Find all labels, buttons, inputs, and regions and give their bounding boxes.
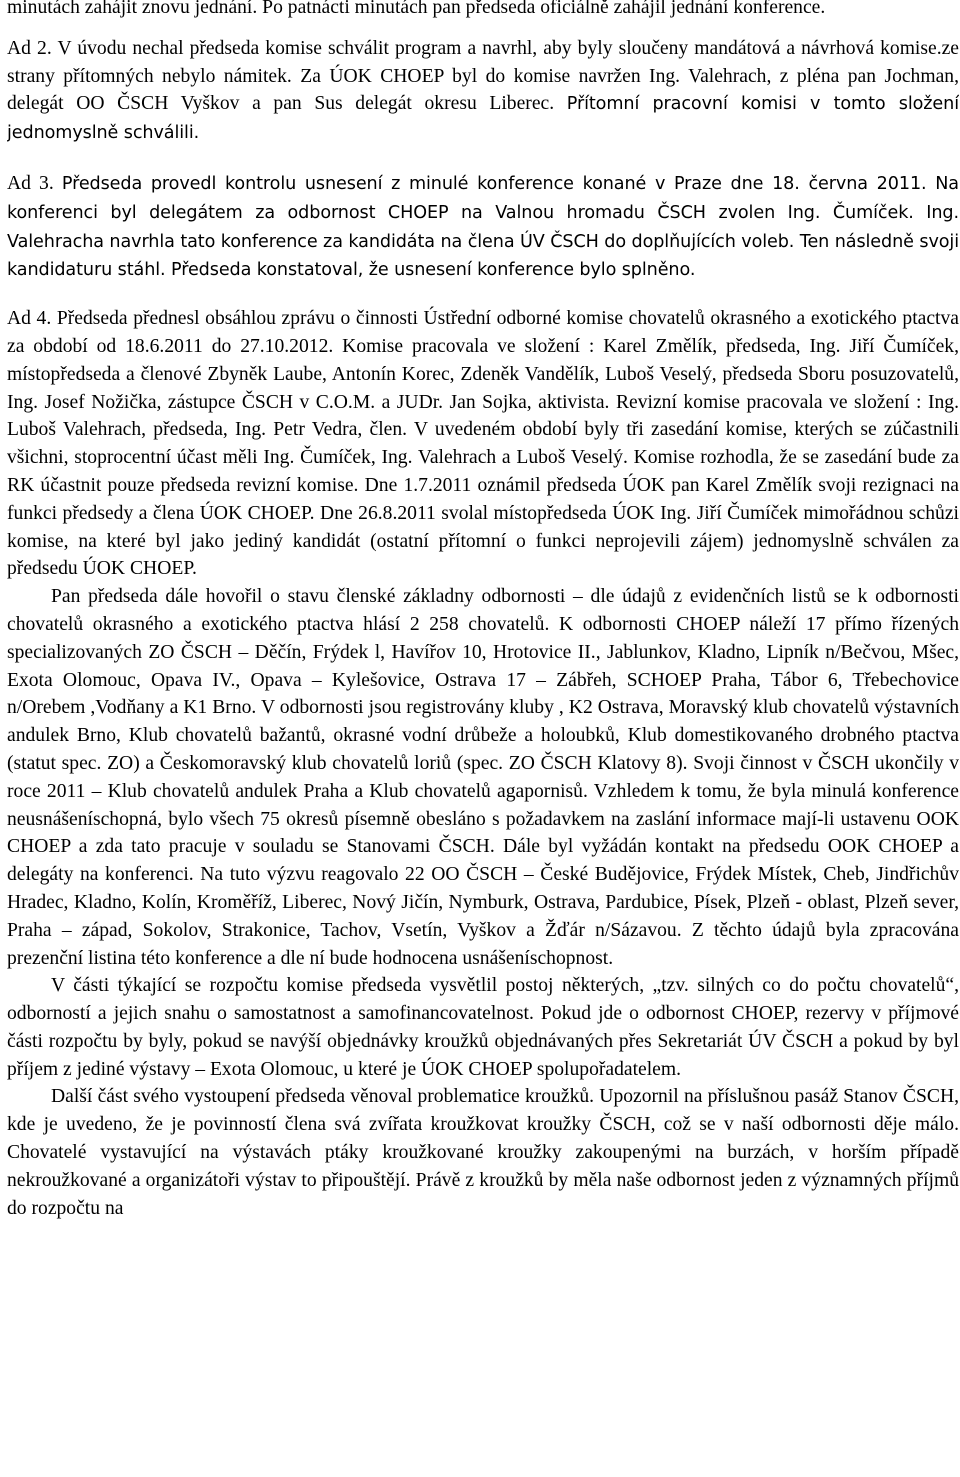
text-run: minutách zahájit znovu jednání. Po patnácti minutách pan předseda oficiálně zahájil jednání konference.: [7, 0, 826, 18]
text-run-sans: Na konferenci byl delegátem za odbornost CHOEP na Valnou hromadu ČSCH zvolen Ing. Čumíček. Ing. Valehracha navrhla tato konference za kandidáta na člena ÚV ČSCH do doplňujících voleb. Ten následně svoji kandidaturu stáhl. Předseda konstatoval, že usnesení konference bylo splněno.: [7, 173, 959, 281]
text-run-sans: Přítomní pracovní komisi v tomto složení jednomyslně schválili.: [7, 94, 959, 144]
text-run: Pan předseda dále hovořil o stavu členské základny odbornosti – dle údajů z evidenčních listů se k odbornosti chovatelů okrasného a exotického ptactva hlásí 2 258 chovatelů. K odbornosti CHOEP náleží 17 přímo řízených specializovaných ZO ČSCH – Děčín, Frýdek l, Havířov 10, Hrotovice II., Jablunkov, Kladno, Lipník n/Bečvou, Mšec, Exota Olomouc, Opava IV., Opava – Kylešovice, Ostrava 17 – Zábřeh, SCHOEP Praha, Tábor 6, Třebechovice n/Orebem ,Vodňany a K1 Brno. V odbornosti jsou registrovány kluby , K2 Ostrava, Moravský klub chovatelů výstavních andulek Brno, Klub chovatelů bažantů, okrasné vodní drůbeže a holoubků, Klub domestikovaného drobného ptactva (statut spec. ZO) a Českomoravský klub chovatelů loriů (spec. ZO ČSCH Klatovy 8). Svoji činnost v ČSCH ukončily v roce 2011 – Klub chovatelů andulek Praha a Klub chovatelů agapornisů. Vzhledem k tomu, že byla minulá konference neusnášeníschopná, bylo všech 75 okresů písemně obesláno s požadavkem na zaslání informace mají-li ustavenu OOK CHOEP a zda tato pracuje v souladu se Stanovami ČSCH. Dále byl vyžádán kontakt na předsedu OOK CHOEP a delegáty na konferenci. Na tuto výzvu reagovalo 22 OO ČSCH – České Budějovice, Frýdek Místek, Cheb, Jindřichův Hradec, Kladno, Kolín, Kroměříž, Liberec, Nový Jičín, Nymburk, Ostrava, Pardubice, Písek, Plzeň - oblast, Plzeň sever, Praha – západ, Sokolov, Strakonice, Tachov, Vsetín, Vyškov a Žďár n/Sázavou. Z těchto údajů byla zpracována prezenční listina této konference a dle ní bude hodnocena usnášeníschopnost.: [7, 586, 959, 969]
text-run-sans: Předseda provedl kontrolu usnesení z minulé konference konané v Praze dne 18. června 2011.: [61, 173, 927, 194]
text-run: Další část svého vystoupení předseda věnoval problematice kroužků. Upozornil na příslušnou pasáž Stanov ČSCH, kde je uvedeno, že je povinností člena svá zvířata kroužkovat kroužky ČSCH, což se v naší odbornosti děje málo. Chovatelé vystavující na výstavách ptáky kroužkované kroužky zakoupenými na burzách, v horším případě nekroužkované a organizátoři výstav to připouštějí. Právě z kroužků by měla naše odbornost jeden z významných příjmů do rozpočtu na: [7, 1086, 959, 1219]
paragraph-ad3: [7, 170, 959, 285]
text-run: Ad 3.: [7, 172, 62, 194]
text-run-mixed: Ad 2. V úvodu nechal předseda komise schválit program a navrhl, aby byly sloučeny mandátová a návrhová komise.ze strany přítomných nebylo námitek. Za ÚOK CHOEP byl do komise navržen Ing. Valehrach, z pléna pan Jochman, delegát OO ČSCH Vyškov a pan Sus delegát okresu Liberec.: [7, 37, 959, 115]
paragraph-members: [7, 583, 959, 972]
paragraph-budget: [7, 972, 959, 1083]
paragraph-opening: [7, 0, 959, 22]
text-run: V části týkající se rozpočtu komise předseda vysvětlil postoj některých, „tzv. silných co do počtu chovatelů“, odborností a jejich snahu o samostatnost a samofinancovatelnost. Pokud jde o odbornost CHOEP, rezervy v příjmové části rozpočtu by byly, pokud se navýší objednávky kroužků objednávaných přes Sekretariát ÚV ČSCH a pokud by byl příjem z jediné výstavy – Exota Olomouc, u které je ÚOK CHOEP spolupořadatelem.: [7, 975, 959, 1080]
document-page: [7, 0, 959, 1477]
text-run: Ad 4. Předseda přednesl obsáhlou zprávu o činnosti Ústřední odborné komise chovatelů okrasného a exotického ptactva za období od 18.6.2011 do 27.10.2012. Komise pracovala ve složení : Karel Změlík, předseda, Ing. Jiří Čumíček, místopředseda a členové Zbyněk Laube, Antonín Korec, Zdeněk Vandělík, Luboš Veselý, předseda Sboru posuzovatelů, Ing. Josef Nožička, zástupce ČSCH v C.O.M. a JUDr. Jan Sojka, aktivista. Revizní komise pracovala ve složení : Ing. Luboš Valehrach, předseda, Ing. Petr Vedra, člen. V uvedeném období byly tři zasedání komise, kterých se zúčastnili všichni, stoprocentní účast měli Ing. Čumíček, Ing. Valehrach a Luboš Veselý. Komise rozhodla, že se zasedání bude za RK účastnit pouze předseda revizní komise. Dne 1.7.2011 oznámil předseda ÚOK pan Karel Změlík svoji rezignaci na funkci předsedy a člena ÚOK CHOEP. Dne 26.8.2011 svolal místopředseda ÚOK Ing. Jiří Čumíček mimořádnou schůzi komise, na které byl jako jediný kandidát (ostatní přítomní o funkci neprojevili zájem) jednomyslně schválen za předsedu ÚOK CHOEP.: [7, 308, 959, 580]
paragraph-rings: [7, 1083, 959, 1222]
paragraph-ad2: [7, 35, 959, 148]
paragraph-ad4: [7, 305, 959, 583]
